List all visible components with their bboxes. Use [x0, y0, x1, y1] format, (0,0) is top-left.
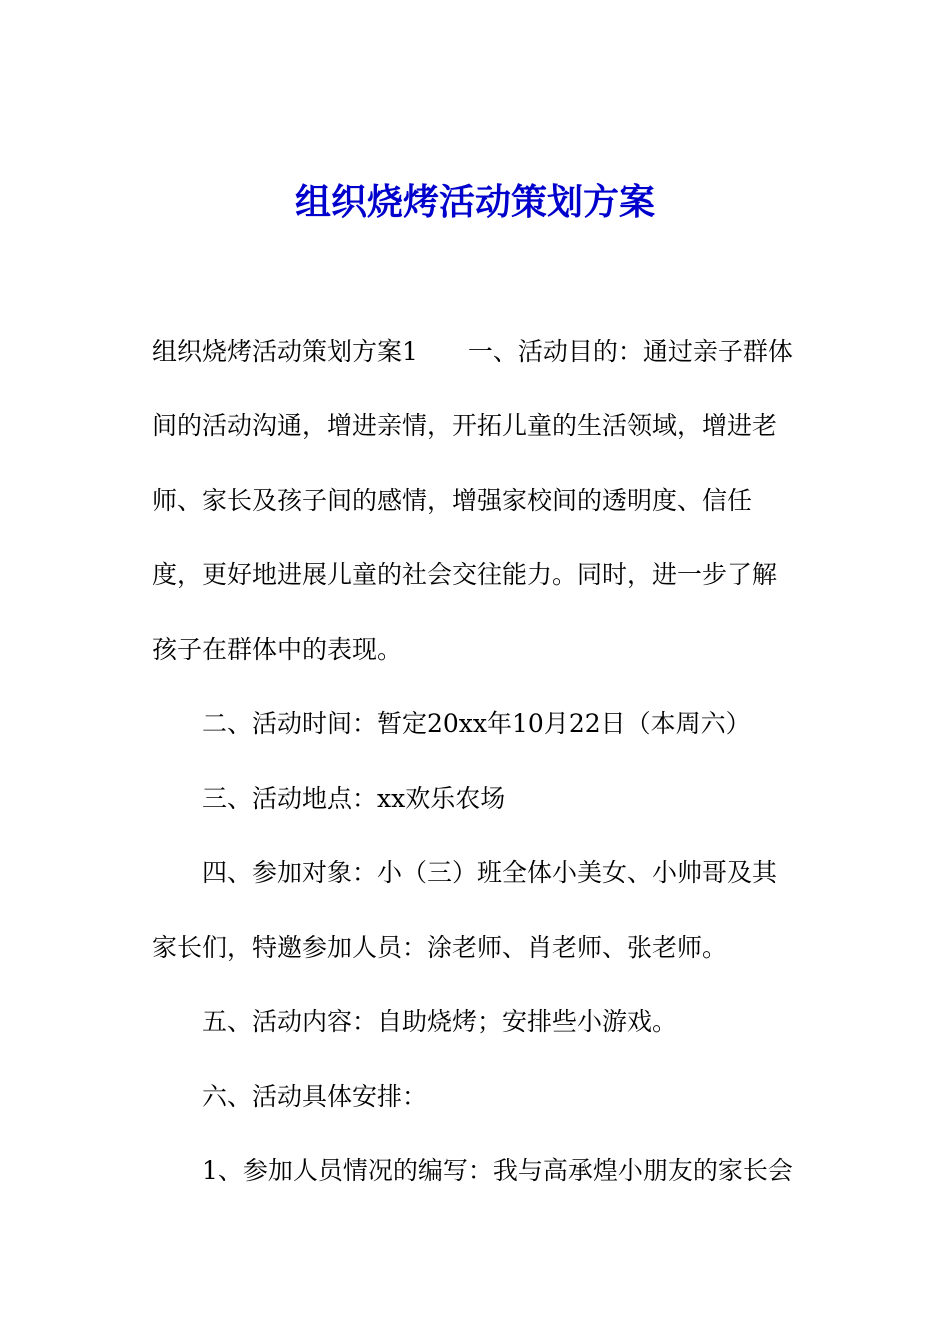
paragraph-line-5: 孩子在群体中的表现。 — [152, 635, 403, 664]
paragraph-line-1 — [152, 334, 793, 370]
paragraph-line-3: 师、家长及孩子间的感情，增强家校间的透明度、信任 — [152, 486, 753, 515]
paragraph-line-item-1: 1、参加人员情况的编写：我与高承煌小朋友的家长会 — [202, 1156, 793, 1185]
paragraph-line-time: 二、活动时间：暂定20xx年10月22日（本周六） — [202, 709, 751, 738]
paragraph-line-arrangement: 六、活动具体安排： — [202, 1082, 428, 1111]
purpose-start: 一、活动目的：通过亲子群体 — [467, 337, 793, 366]
paragraph-line-location: 三、活动地点：xx欢乐农场 — [202, 784, 506, 813]
paragraph-line-2: 间的活动沟通，增进亲情，开拓儿童的生活领域，增进老 — [152, 411, 778, 440]
document-title: 组织烧烤活动策划方案 — [294, 182, 655, 223]
section-heading: 组织烧烤活动策划方案1 — [152, 337, 418, 366]
paragraph-line-participants: 四、参加对象：小（三）班全体小美女、小帅哥及其 — [202, 858, 778, 887]
paragraph-line-content: 五、活动内容：自助烧烤；安排些小游戏。 — [202, 1007, 678, 1036]
paragraph-line-participants-cont: 家长们，特邀参加人员：涂老师、肖老师、张老师。 — [152, 933, 728, 962]
paragraph-line-4: 度，更好地进展儿童的社会交往能力。同时，进一步了解 — [152, 560, 778, 589]
